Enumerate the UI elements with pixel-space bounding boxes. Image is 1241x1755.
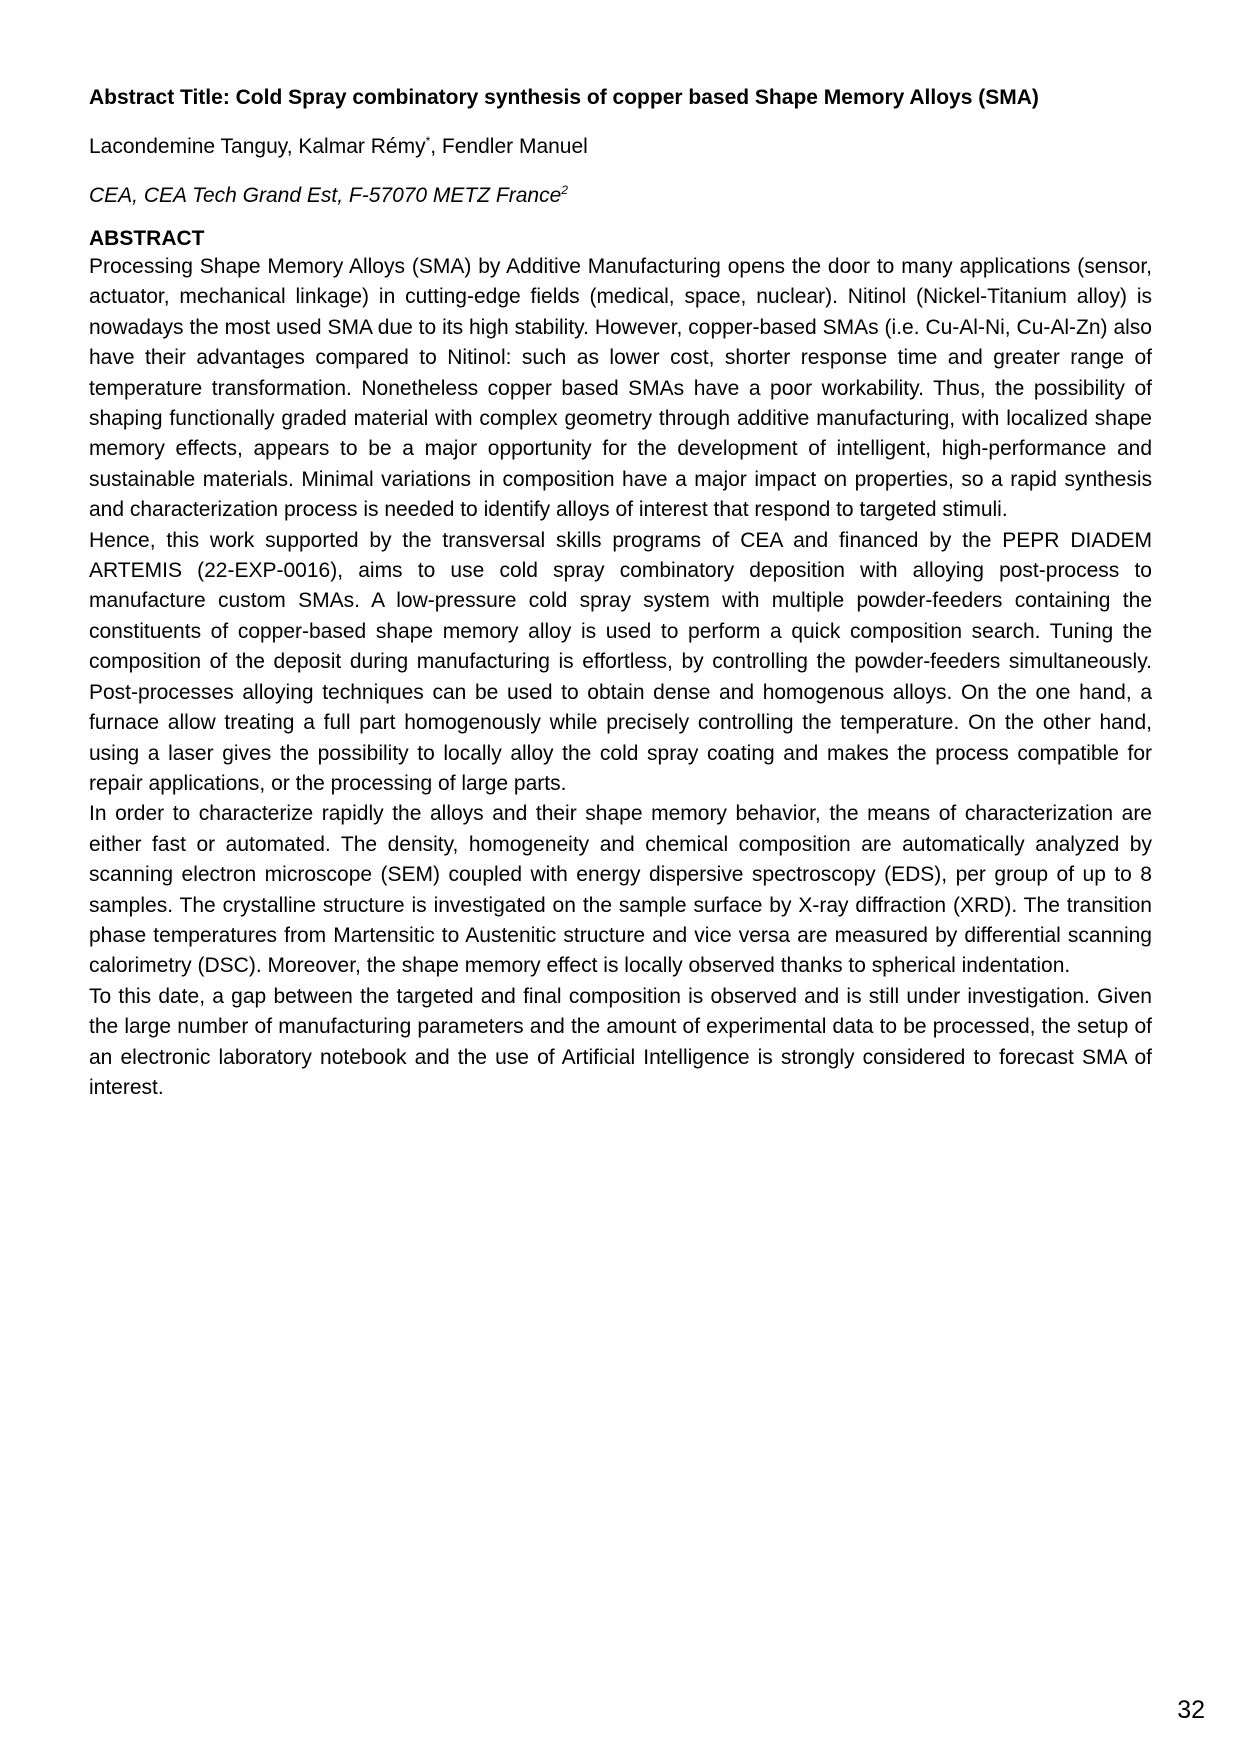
affiliation-mark: 2: [561, 183, 568, 197]
abstract-heading: ABSTRACT: [89, 227, 205, 250]
abstract-paragraph-2: Hence, this work supported by the transversal skills programs of CEA and financed by the PEPR DIADEM ARTEMIS (22-EXP-0016), aims to use cold spray combinatory deposition with alloying post-process to manufacture custom SMAs. A low-pressure cold spray system with multiple powder-feeders containing the constituents of copper-based shape memory alloy is used to perform a quick composition search. Tuning the composition of the deposit during manufacturing is effortless, by controlling the powder-feeders simultaneously. Post-processes alloying techniques can be used to obtain dense and homogenous alloys. On the one hand, a furnace allow treating a full part homogenously while precisely controlling the temperature. On the other hand, using a laser gives the possibility to locally alloy the cold spray coating and makes the process compatible for repair applications, or the processing of large parts.: [89, 528, 1152, 795]
abstract-paragraph-1: Processing Shape Memory Alloys (SMA) by Additive Manufacturing opens the door to many applications (sensor, actuator, mechanical linkage) in cutting-edge fields (medical, space, nuclear). Nitinol (Nickel-Titanium alloy) is nowadays the most used SMA due to its high stability. However, copper-based SMAs (i.e. Cu-Al-Ni, Cu-Al-Zn) also have their advantages compared to Nitinol: such as lower cost, shorter response time and greater range of temperature transformation. Nonetheless copper based SMAs have a poor workability. Thus, the possibility of shaping functionally graded material with complex geometry through additive manufacturing, with localized shape memory effects, appears to be a major opportunity for the development of intelligent, high-performance and sustainable materials. Minimal variations in composition have a major impact on properties, so a rapid synthesis and characterization process is needed to identify alloys of interest that respond to targeted stimuli.: [89, 255, 1152, 522]
affiliation: [89, 182, 1152, 210]
corresponding-author-mark: *: [425, 134, 431, 148]
document-page: [89, 84, 1152, 1103]
authors-rest: , Fendler Manuel: [430, 135, 588, 158]
page-number: 32: [1177, 1696, 1205, 1724]
affiliation-text: CEA, CEA Tech Grand Est, F-57070 METZ France: [89, 184, 562, 207]
abstract-paragraph-4: To this date, a gap between the targeted and final composition is observed and is still under investigation. Given the large number of manufacturing parameters and the amount of experimental data to be processed, the setup of an electronic laboratory notebook and the use of Artificial Intelligence is strongly considered to forecast SMA of interest.: [89, 984, 1152, 1099]
author-list: [89, 133, 1152, 161]
abstract-paragraph-3: In order to characterize rapidly the alloys and their shape memory behavior, the means of characterization are either fast or automated. The density, homogeneity and chemical composition are automatically analyzed by scanning electron microscope (SEM) coupled with energy dispersive spectroscopy (EDS), per group of up to 8 samples. The crystalline structure is investigated on the sample surface by X-ray diffraction (XRD). The transition phase temperatures from Martensitic to Austenitic structure and vice versa are measured by differential scanning calorimetry (DSC). Moreover, the shape memory effect is locally observed thanks to spherical indentation.: [89, 802, 1152, 978]
authors-first: Lacondemine Tanguy, Kalmar Rémy: [89, 135, 426, 158]
abstract-title: Abstract Title: Cold Spray combinatory synthesis of copper based Shape Memory Alloys (SMA): [89, 86, 1039, 109]
